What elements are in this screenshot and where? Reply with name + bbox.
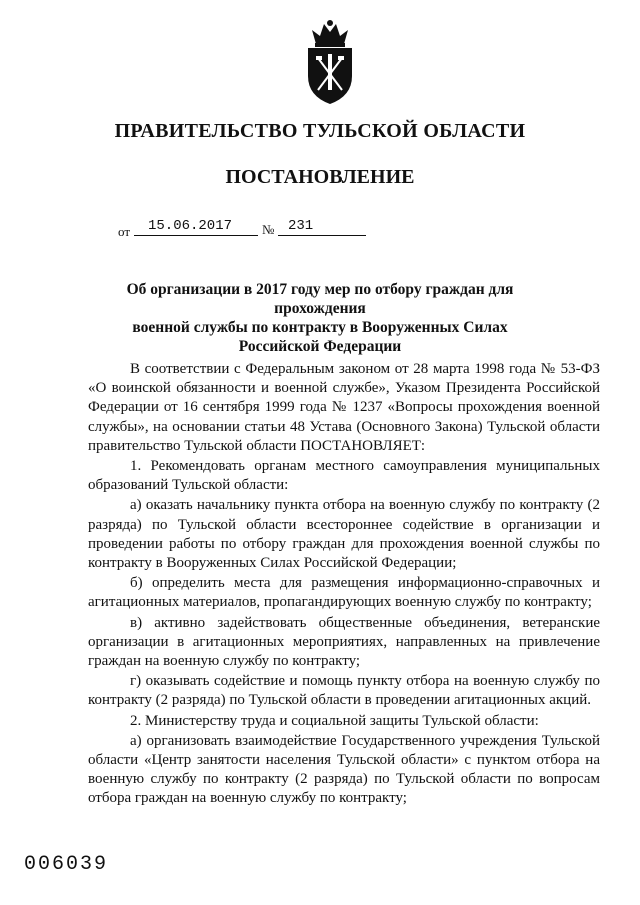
decree-body xyxy=(88,360,600,810)
date-label: от xyxy=(118,224,131,239)
subclause-paragraph: а) оказать начальнику пункта отбора на военную службу по контракту (2 разряда) по Тульской области всестороннее содействие в организации и проведении работы по отбору граждан для прохождения военной службы по контракту в Вооруженных Силах Российской Федерации; xyxy=(88,497,600,572)
decree-number: 231 xyxy=(278,218,366,236)
document-type: ПОСТАНОВЛЕНИЕ xyxy=(225,166,415,188)
clause-paragraph: 2. Министерству труда и социальной защиты Тульской области: xyxy=(130,712,539,729)
subclause-paragraph: б) определить места для размещения информационно-справочных и агитационных материалов, пропагандирующих военную службу по контракту; xyxy=(88,575,600,611)
government-title: ПРАВИТЕЛЬСТВО ТУЛЬСКОЙ ОБЛАСТИ xyxy=(114,120,526,142)
clause-paragraph: 1. Рекомендовать органам местного самоуправления муниципальных образований Тульской области: xyxy=(88,458,600,494)
subject-line: военной службы по контракту в Вооруженных Силах xyxy=(132,319,508,336)
preamble-paragraph: В соответствии с Федеральным законом от 28 марта 1998 года № 53-ФЗ «О воинской обязанности и военной службе», Указом Президента Российской Федерации от 16 сентября 1999 года № 1237 «Вопросы прохождения военной службы», на основании статьи 48 Устава (Основного Закона) Тульской области правительство Тульской области ПОСТАНОВЛЯЕТ: xyxy=(88,361,600,454)
decree-subject xyxy=(90,280,550,356)
subclause-paragraph: г) оказывать содействие и помощь пункту отбора на военную службу по контракту (2 разряда) по Тульской области в проведении агитационных акций. xyxy=(88,673,600,709)
subclause-paragraph: в) активно задействовать общественные объединения, ветеранские организации в агитационных мероприятиях, направленных на привлечение граждан на военную службу по контракту; xyxy=(88,614,600,670)
subject-line: Об организации в 2017 году мер по отбору граждан для прохождения xyxy=(126,281,514,317)
decree-date: 15.06.2017 xyxy=(134,218,258,236)
subclause-paragraph: а) организовать взаимодействие Государственного учреждения Тульской области «Центр занятости населения Тульской области» с пунктом отбора на военную службу по контракту (2 разряда) по Тульской области по вопросам отбора граждан на военную службу по контракту; xyxy=(88,732,600,807)
date-number-line xyxy=(118,218,378,240)
serial-number: 006039 xyxy=(24,853,109,876)
number-label: № xyxy=(262,222,275,237)
tula-coat-of-arms-icon xyxy=(298,18,362,106)
subject-line: Российской Федерации xyxy=(238,338,402,355)
